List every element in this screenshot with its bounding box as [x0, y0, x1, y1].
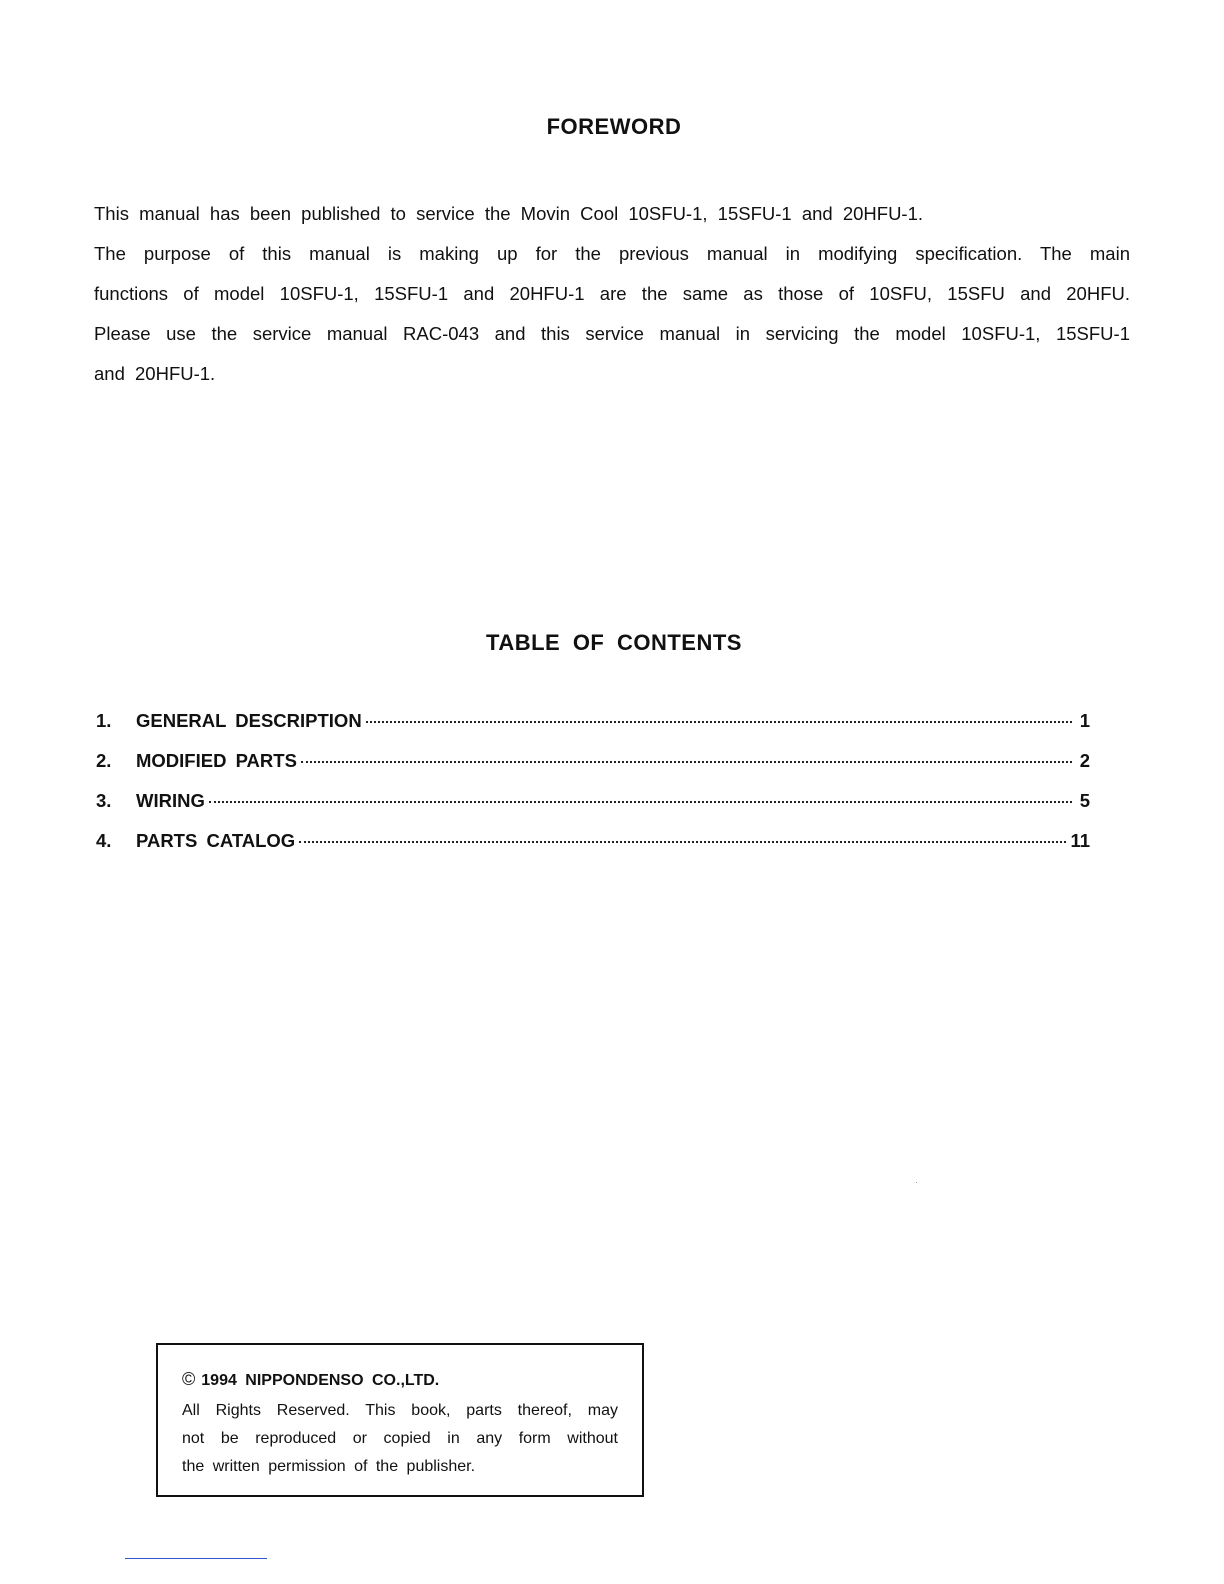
copyright-notice	[156, 1343, 644, 1497]
toc-dot-leader	[366, 721, 1072, 723]
toc-entry-page: 1	[1079, 710, 1090, 731]
scan-speck	[916, 1182, 917, 1183]
toc-entry-page: 2	[1079, 750, 1090, 771]
foreword-line: and 20HFU-1.	[94, 363, 216, 384]
copyright-heading	[182, 1367, 618, 1393]
toc-entry-title: MODIFIED PARTS	[136, 750, 297, 771]
foreword-heading: FOREWORD	[546, 114, 682, 139]
foreword-line: This manual has been published to service the Movin Cool 10SFU-1, 15SFU-1 and 20HFU-1.	[94, 203, 924, 224]
toc-entry[interactable]	[96, 830, 1090, 870]
toc-dot-leader	[209, 801, 1072, 803]
toc-entry-title: WIRING	[136, 790, 205, 811]
toc-entry-number: 1.	[96, 710, 112, 731]
copyright-line: All Rights Reserved. This book, parts thereof, may	[182, 1402, 618, 1419]
copyright-line: not be reproduced or copied in any form without	[182, 1430, 618, 1447]
toc-entry-number: 4.	[96, 830, 112, 851]
foreword-line: The purpose of this manual is making up for the previous manual in modifying specification. The main	[94, 243, 1130, 264]
toc-dot-leader	[299, 841, 1066, 843]
toc-entry[interactable]	[96, 710, 1090, 750]
copyright-holder: 1994 NIPPONDENSO CO.,LTD.	[201, 1372, 440, 1389]
toc-dot-leader	[301, 761, 1072, 763]
toc-entry[interactable]	[96, 750, 1090, 790]
toc-heading: TABLE OF CONTENTS	[486, 630, 742, 655]
foreword-body	[94, 194, 1130, 394]
copyright-line: the written permission of the publisher.	[182, 1458, 476, 1475]
toc-entry-title: PARTS CATALOG	[136, 830, 296, 851]
foreword-line: Please use the service manual RAC-043 and this service manual in servicing the model 10SFU-1, 15SFU-1	[94, 323, 1130, 344]
toc-entry-page: 11	[1070, 830, 1090, 851]
toc-entry[interactable]	[96, 790, 1090, 830]
footer-rule	[125, 1558, 267, 1559]
copyright-symbol: ©	[182, 1369, 196, 1389]
toc-entry-number: 2.	[96, 750, 112, 771]
copyright-body	[182, 1397, 618, 1481]
table-of-contents	[96, 710, 1090, 870]
foreword-line: functions of model 10SFU-1, 15SFU-1 and 20HFU-1 are the same as those of 10SFU, 15SFU and 20HFU.	[94, 283, 1130, 304]
toc-entry-page: 5	[1079, 790, 1090, 811]
toc-entry-title: GENERAL DESCRIPTION	[136, 710, 362, 731]
toc-entry-number: 3.	[96, 790, 112, 811]
